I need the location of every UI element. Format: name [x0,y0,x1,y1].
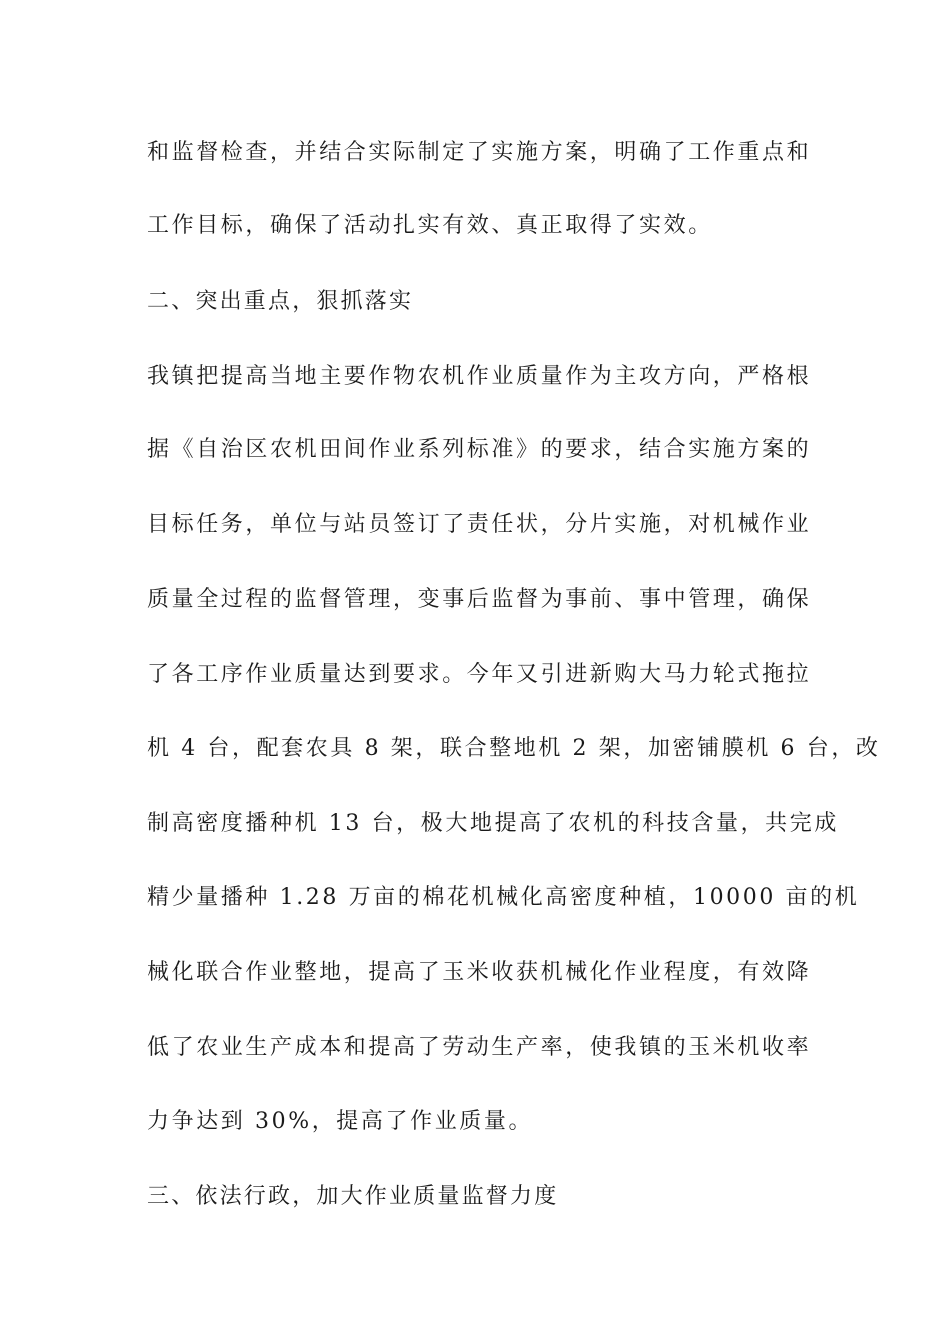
paragraph-line: 低了农业生产成本和提高了劳动生产率，使我镇的玉米机收率 [147,1035,812,1060]
paragraph-line: 力争达到 30%，提高了作业质量。 [147,1109,534,1134]
paragraph-line: 和监督检查，并结合实际制定了实施方案，明确了工作重点和 [147,140,812,165]
paragraph-line: 械化联合作业整地，提高了玉米收获机械化作业程度，有效降 [147,960,812,985]
paragraph-line: 据《自治区农机田间作业系列标准》的要求，结合实施方案的 [147,437,812,462]
paragraph-line: 质量全过程的监督管理，变事后监督为事前、事中管理，确保 [147,587,812,612]
section-heading: 二、突出重点，狠抓落实 [147,289,414,314]
paragraph-line: 工作目标，确保了活动扎实有效、真正取得了实效。 [147,213,713,238]
paragraph-line: 我镇把提高当地主要作物农机作业质量作为主攻方向，严格根 [147,364,812,389]
paragraph-line: 机 4 台，配套农具 8 架，联合整地机 2 架，加密铺膜机 6 台，改 [147,736,881,761]
paragraph-line: 目标任务，单位与站员签订了责任状，分片实施，对机械作业 [147,512,812,537]
paragraph-line: 制高密度播种机 13 台，极大地提高了农机的科技含量，共完成 [147,811,839,836]
section-heading: 三、依法行政，加大作业质量监督力度 [147,1184,559,1209]
paragraph-line: 精少量播种 1.28 万亩的棉花机械化高密度种植，10000 亩的机 [147,885,860,910]
paragraph-line: 了各工序作业质量达到要求。今年又引进新购大马力轮式拖拉 [147,662,812,687]
